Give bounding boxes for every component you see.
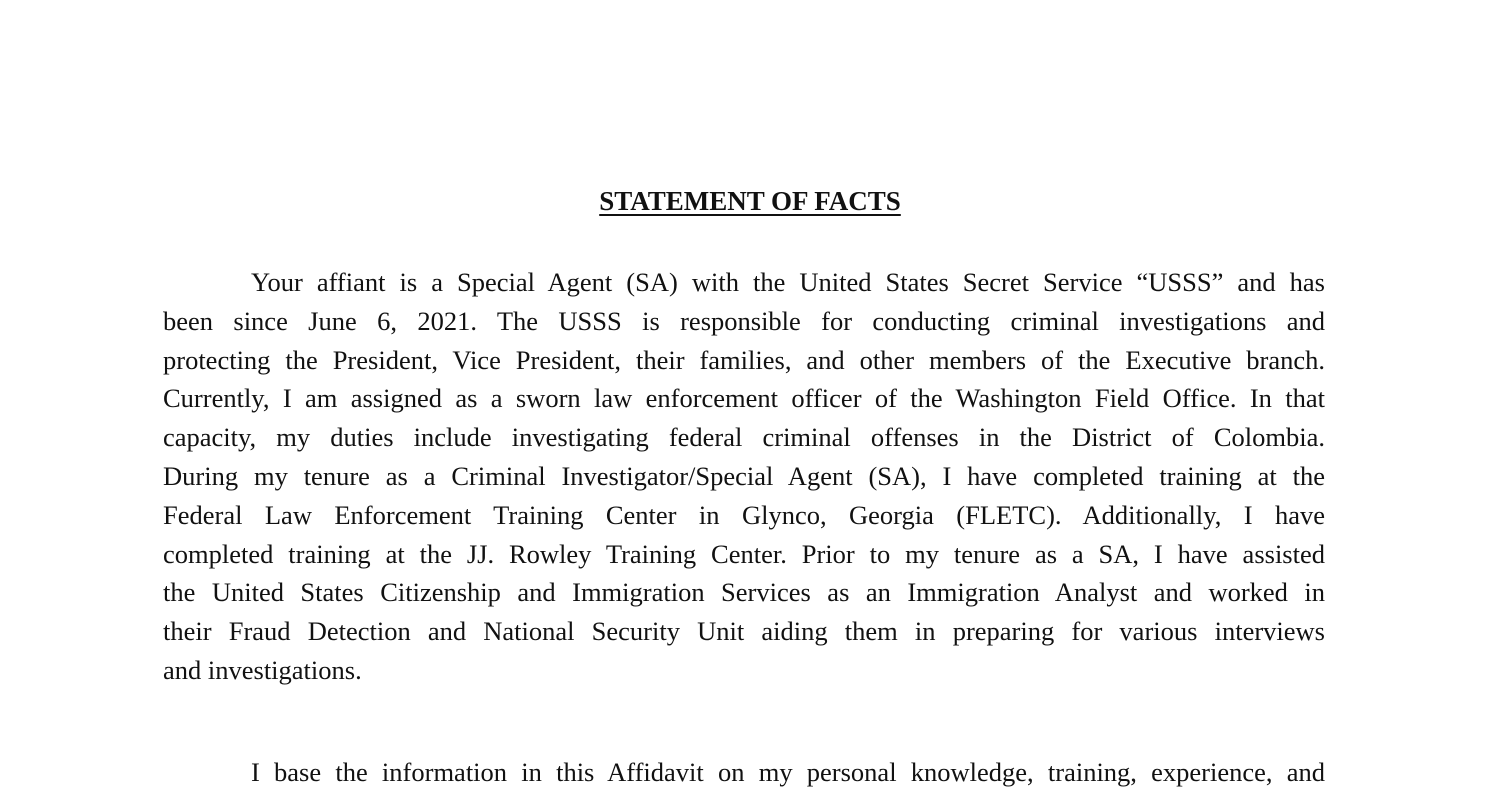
text-line: Your affiant is a Special Agent (SA) with the United States Secret Service “USSS” and has — [251, 267, 1325, 297]
text-line: During my tenure as a Criminal Investigator/Special Agent (SA), I have completed training at the — [163, 460, 1325, 491]
text-line: been since June 6, 2021. The USSS is responsible for conducting criminal investigations and — [163, 305, 1325, 336]
paragraph-affiant-background — [163, 263, 1325, 690]
paragraph-basis-of-information — [163, 753, 1325, 792]
text-line: and investigations. — [163, 654, 362, 685]
text-line: Federal Law Enforcement Training Center in Glynco, Georgia (FLETC). Additionally, I have — [163, 499, 1325, 530]
text-line: I base the information in this Affidavit on my personal knowledge, training, experience, and — [251, 757, 1325, 787]
text-line: the United States Citizenship and Immigration Services as an Immigration Analyst and worked in — [163, 577, 1325, 608]
text-line: completed training at the JJ. Rowley Training Center. Prior to my tenure as a SA, I have assisted — [163, 538, 1325, 569]
text-line: capacity, my duties include investigating federal criminal offenses in the District of Colombia. — [163, 422, 1325, 453]
text-line: protecting the President, Vice President, their families, and other members of the Executive branch. — [163, 344, 1325, 375]
document-title — [0, 186, 1500, 217]
text-line: Currently, I am assigned as a sworn law enforcement officer of the Washington Field Office. In that — [163, 383, 1325, 414]
text-line: their Fraud Detection and National Security Unit aiding them in preparing for various interviews — [163, 616, 1325, 647]
title-text: STATEMENT OF FACTS — [599, 186, 901, 216]
